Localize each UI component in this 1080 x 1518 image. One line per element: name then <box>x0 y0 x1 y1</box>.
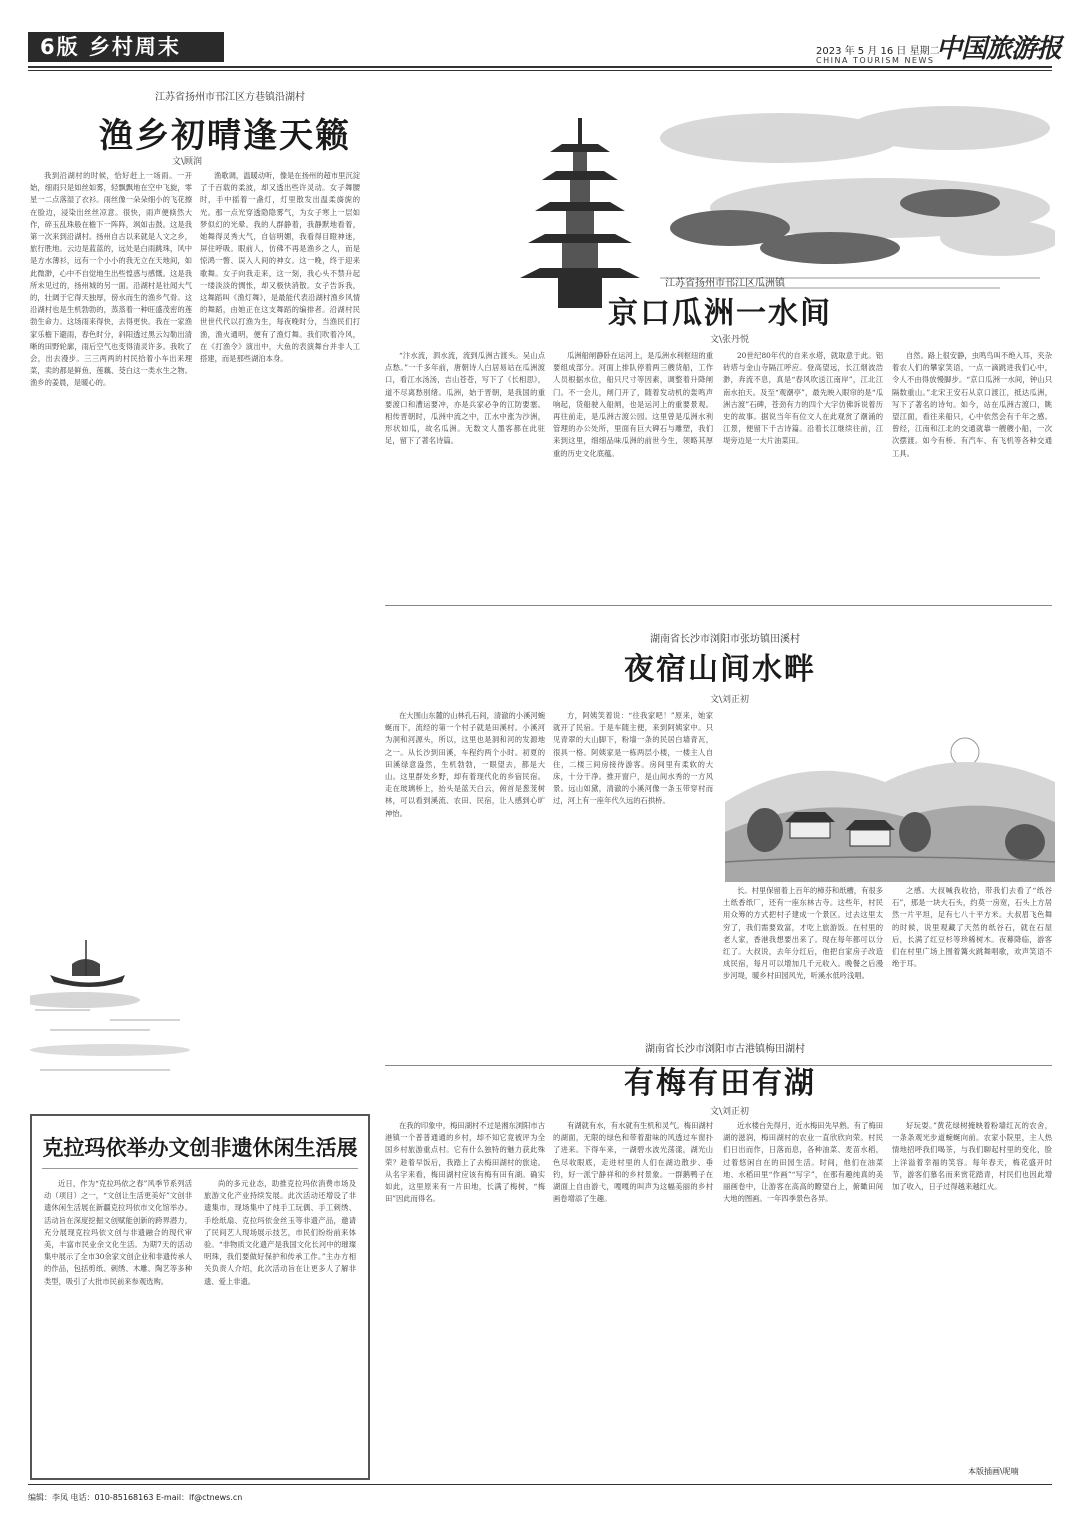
article5-column-1 <box>44 1178 192 1470</box>
article5-title-rule <box>42 1168 358 1169</box>
article2-title: 京口瓜洲一水间 <box>608 296 832 331</box>
article4-text-4: 好玩耍。”黄花绿树掩映着粉墙红瓦的农舍，一条条观光步道蜿蜒向前。农家小院里，主人热情地招呼我们喝茶，与我们聊起村里的变化，脸上洋溢着幸福的笑容。每年春天，梅花盛开时节，游客们慕名而来赏花踏青，村民们也因此增加了收入，日子过得越来越红火。 <box>892 1121 1052 1192</box>
article1-text-2: 渔歌调，温暖动听，像是在扬州的超市里沉淀了千百载的柔波，却又透出些许灵动。女子舞腰时，手中摇着一盏灯，灯里散发出温柔旖旎的光。那一点光穿透隐隐雾气，为女子寒上一层如梦似幻的光晕。我的人群静着，我静默地看着，她舞得灵秀大气，自信明媚，我看得目瞪神迷，屏住呼吸。眼前人，仿佛不再是渔乡之人，而是惊鸿一瞥、误入人间的神女。这一晚，终于迎来歌舞。女子向我走来，这一刻，我心头不禁升起一缕淡淡的惆怅，却又极快消散。女子告诉我，这舞蹈叫《渔灯舞》，是最能代表沿湖村渔乡风情的舞蹈，由她正在这支舞蹈的编排者。沿湖村民世世代代以打渔为生，每夜晚时分，当渔民们打渔，渔火通明，便有了渔灯舞。我们吹着冷风，在《打渔令》演出中，大鱼的表演舞台并非人工搭建，而是那些湖泊本身。 <box>200 171 360 364</box>
article3-column-3 <box>723 885 883 1065</box>
article5-title: 克拉玛依举办文创非遗休闲生活展 <box>42 1135 358 1160</box>
article3-column-4 <box>892 885 1052 1065</box>
article4-kicker: 湖南省长沙市浏阳市古港镇梅田湖村 <box>645 1044 805 1055</box>
article4-column-2 <box>553 1120 713 1460</box>
article1-title: 渔乡初晴逢天籁 <box>99 116 351 156</box>
illustration-credit: 本版插画\呢喃 <box>968 1467 1019 1476</box>
article1-text-1: 我到沿湖村的时候，恰好赶上一场雨。一开始，细雨只是如丝如雾，轻飘飘地在空中飞旋，零星一二点落湿了衣衫。雨丝像一朵朵细小的飞花擦在脸边，浸染出丝丝凉意。很快，雨声便倏然大作，碎玉乱珠般在檐下一阵阵，飒如击鼓。这是我第一次来到沿湖村。扬州自古以来就是人文之乡，旅行胜地。云边是蓝蓝的，远处是白雨跳珠，风中是方水薄衫，远有一个小小的我无立在天地间，如此微渺，心中不自觉地生出些惶惑与感慨。这是我所未见过的，扬州城的另一面。沿湖村是社闻大气的，壮阔于它得天独厚，傍水而生的渔乡气骨。这沿湖村也是生机勃勃的，蒸蒸着一种旺盛茂密的莲勃生命力。这场雨来得快，去得更快。我在一家渔家乐檐下避雨，春色时分，斜阳透过黑云勾勒出清晰的田野轮廓，雨后空气也变得清灵许多。我吹了会，出去漫步。三三两两的村民拾着小车出来理菜，卖的都是鲜鱼、莲藕、茭白这一类水生之物。渔乡的姜晨，是暖心的。 <box>30 171 192 388</box>
article1-byline: 文\顾润 <box>172 157 203 167</box>
editor-info: 编辑：李凤 电话：010-85168163 E-mail：lf@ctnews.cn <box>28 1493 243 1502</box>
village-illustration <box>725 712 1055 882</box>
article2-column-3 <box>723 350 883 600</box>
article4-column-1 <box>385 1120 545 1460</box>
article3-title: 夜宿山间水畔 <box>624 652 816 687</box>
article3-column-1 <box>385 710 545 1060</box>
header-rule <box>28 66 1052 68</box>
article2-text-1: “汴水流，泗水流，流到瓜洲古渡头。吴山点点愁。”一千多年前，唐朝诗人白居易站在瓜洲渡口，看江水汤汤，吉山苍苍，写下了《长相思》，道不尽离愁别绪。瓜洲，始于晋朝，是我国的重要渡口和漕运要冲，亦是兵家必争的江防要塞。相传晋朝时，瓜洲中流之中，江水中涨为沙洲，形状如瓜，故名瓜洲。无数文人墨客都在此驻足，留下了著名诗篇。 <box>385 351 545 446</box>
article2-column-1 <box>385 350 545 600</box>
article1-kicker: 江苏省扬州市邗江区方巷镇沿湖村 <box>155 92 305 103</box>
article4-text-2: 有湖就有水，有水就有生机和灵气。梅田湖村的湖面，无限的绿色和带着甜味的风透过车窗扑了进来。下得车来，一湖碧水波光荡漾，湖光山色尽收眼底，走进村里的人们在湖边散步、垂钓，好一派宁静祥和的乡村景象。一群鹅鸭子在湖面上自由游弋，嘎嘎的叫声为这幅美丽的乡村画卷增添了生趣。 <box>553 1121 713 1204</box>
article2-column-4 <box>892 350 1052 600</box>
article3-kicker: 湖南省长沙市浏阳市张坊镇田溪村 <box>650 634 800 645</box>
boat-illustration <box>30 880 190 1100</box>
article2-kicker: 江苏省扬州市邗江区瓜洲镇 <box>665 278 785 289</box>
article5-text-1: 近日，作为“克拉玛依之春”风季节系列活动（项目）之一，“文创让生活更美好”文创非遗休闲生活展在新疆克拉玛依市文化馆举办。活动旨在深度挖掘文创赋能创新的跨界潜力，充分展现克拉玛依文创与非遗融合的现代审美，丰富市民业余文化生活。为期7天的活动集中展示了全市30余家文创企业和非遗传承人的作品，包括剪纸、刺绣、木雕、陶艺等多种类型，吸引了大批市民前来参观选购。 <box>44 1179 192 1286</box>
article2-text-2: 瓜洲船闸静卧在运河上，是瓜洲水利枢纽的重要组成部分。河面上排队停着两三艘货船，工作人员根据水位，船只尺寸等因素，调整着升降闸门。不一会儿，闸门开了，随着发动机的轰鸣声响起，货船驶入船闸，也是运河上的重要景观。再往前走，是瓜洲古渡公园。这里曾是瓜洲水利管理的办公处所，里面有巨大碑石与雕塑，我们来到这里，细细品味瓜洲的前世今生，领略其厚重的历史文化底蕴。 <box>553 351 713 458</box>
english-masthead: CHINA TOURISM NEWS <box>816 56 935 65</box>
article2-byline: 文\张丹悦 <box>710 335 750 345</box>
article5-box <box>30 1114 370 1480</box>
article2-text-4: 自然。路上很安静，虫鸣鸟叫不绝入耳，夹杂着农人们的攀家笑语，一点一滴跳进我们心中，令人不由得放慢脚步。“京口瓜洲一水间，钟山只隔数重山。”北宋王安石从京口渡江，抵达瓜洲，写下了著名的诗句。如今，站在瓜洲古渡口，眺望江面，看往来船只，心中依然会有千年之感。曾经，江南和江北的交通就靠一艘艘小船，一次次摆渡。如今有桥、有汽车、有飞机等各种交通工具。 <box>892 351 1052 458</box>
article3-text-1: 在大围山东麓的山林孔石间，清澈的小溪河蜿蜒而下，流经的第一个村子就是田溪村。小溪河为洞和河源头，所以，这里也是洞和河的发源地之一。从长沙到田溪，车程约两个小时。初夏的田溪绿意盎然，生机勃勃，一眼望去，都是大山。这里群处乡野，却有着现代化的乡宿民宿。走在玻璃桥上，抬头是蓝天白云，俯首是葱茏树林，可以看到溪流、农田、民宿，让人感到心旷神怡。 <box>385 711 545 818</box>
article4-title: 有梅有田有湖 <box>624 1066 816 1101</box>
footer-rule <box>28 1484 1052 1485</box>
article4-column-4 <box>892 1120 1052 1460</box>
article3-text-4: 之感。大叔喊我收拾，带我们去看了“纸谷石”，那是一块大石头，约莫一房宽，石头上方居然一片平坦，足有七八十平方米。大叔眉飞色舞的时候，说里观藏了天然的纸谷石，就在石屋后，长满了红豆杉等珍稀树木。夜幕降临，游客们在村里广场上围着篝火跳舞唱歌，欢声笑语不绝于耳。 <box>892 886 1052 969</box>
article1-column-2 <box>200 170 360 1090</box>
article5-text-2: 尚的多元业态，助推克拉玛依消费市场及旅游文化产业持续发展。此次活动还增设了非遗集市，现场集中了纯手工玩偶、手工刺绣、手绘纸扇、克拉玛依金丝玉等非遗产品，邀请了民间艺人现场展示技艺，市民们纷纷前来体验。“非物质文化遗产是我国文化长河中的璀璨明珠，我们要做好保护和传承工作。”主办方相关负责人介绍，此次活动旨在让更多人了解非遗、爱上非遗。 <box>204 1179 356 1286</box>
article3-column-2 <box>553 710 713 1060</box>
article4-byline: 文\刘正初 <box>710 1107 750 1117</box>
article1-column-1 <box>30 170 192 870</box>
header-rule-thin <box>28 70 1052 71</box>
article3-text-2: 方，阿姨笑着说：“往我家吧！”原来，她家就开了民宿。于是车随主便，来到阿姨家中。只见青翠的大山脚下，粉墙一条的民居白墙青瓦，很具一格。阿姨家是一栋两层小楼，一楼主人自住，二楼三间房接待游客。房间里有柔软的大床，十分干净。推开窗户，是山间水秀的一方风景。远山如黛，清澈的小溪河像一条玉带穿村而过，河上有一座年代久远的石拱桥。 <box>553 711 713 806</box>
article2-column-2 <box>553 350 713 600</box>
article4-text-1: 在我的印象中，梅田湖村不过是湘东浏阳市古港镇一个普普通通的乡村，却不知它竟被评为全国乡村旅游重点村。它有什么独特的魅力获此殊荣？趁着早饭后，我踏上了去梅田湖村的旅途。从名字来看，梅田湖村应该有梅有田有湖。确实如此，这里原来有一片田地，长满了梅树，“梅田”因此而得名。 <box>385 1121 545 1204</box>
article2-text-3: 20世纪80年代的自来水塔，就取意于此。铝砖塔与金山寺隔江呼应。登高望远，长江烟波浩渺，奔流不息，真是“春风吹送江南岸”，江北江南水拍天。及至“观潮亭”，最先映入眼帘的是“瓜洲古渡”石碑，苍劲有力的四个大字仿佛诉说着历史的故事。据说当年有位文人在此观赏了潮涌的江景，便留下千古诗篇。沿着长江继续往前，江堤旁边是一大片油菜田。 <box>723 351 883 446</box>
article4-text-3: 近水楼台先得月，近水梅田先早熟。有了梅田湖的滋润，梅田湖村的农业一直欣欣向荣。村民们日出而作，日落而息，各种油菜、麦苗水稻，过着悠闲自在的田园生活。时间，他们在油菜地、水稻田里“作画”“写字”，在那有趣纯真的美丽画卷中，让游客在高高的瞭望台上，俯瞰田间大地的图画。一年四季景色各异。 <box>723 1121 883 1204</box>
article3-text-3: 长。村里保留着上百年的樟芬和纸槽，有很多土纸香纸厂，还有一座东林古寺。这些年，村民用众筹的方式把村子建成一个景区。过去这里太穷了，我们需要致富，才吃上旅游饭。在村里的老人家，香港我想要出来了。现在每年都可以分红了。大叔说，去年分红后，他把自家房子改造成民宿，每月可以增加几千元收入。晚餐之后漫步河堤，暖乡村田园风光，听溪水低吟浅唱。 <box>723 886 883 981</box>
article2-divider <box>385 605 1052 606</box>
newspaper-logo: 中国旅游报 <box>936 34 1062 64</box>
page-section-label: 6版 乡村周末 <box>40 35 181 59</box>
article5-column-2 <box>204 1178 356 1470</box>
issue-date: 2023 年 5 月 16 日 星期二 <box>816 46 940 57</box>
article4-column-3 <box>723 1120 883 1460</box>
article3-byline: 文\刘正初 <box>710 695 750 705</box>
page-section-badge <box>28 32 224 62</box>
